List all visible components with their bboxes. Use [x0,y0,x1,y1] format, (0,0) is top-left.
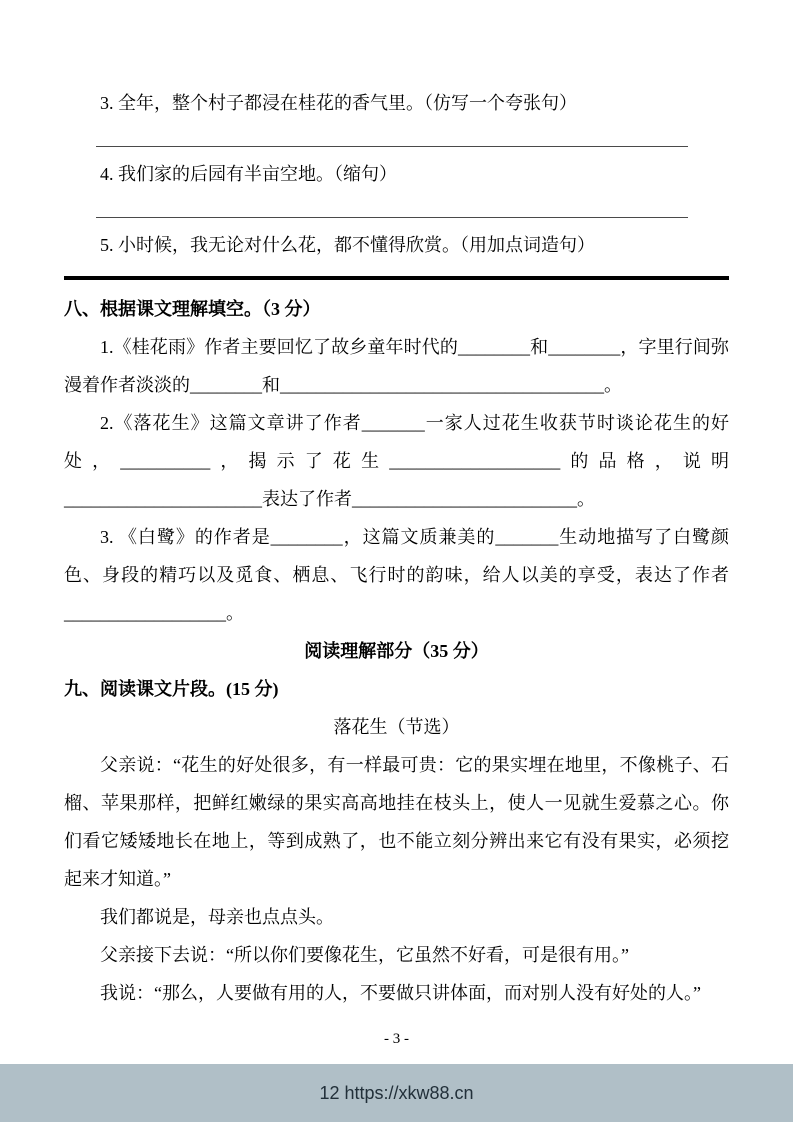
section-eight-title: 八、根据课文理解填空。（3 分） [64,299,321,319]
passage-paragraph-4: 我说：“那么，人要做有用的人，不要做只讲体面，而对别人没有好处的人。” [100,983,701,1003]
section-divider [64,276,729,280]
answer-blank-line [96,193,688,218]
passage-paragraph-3: 父亲接下去说：“所以你们要像花生，它虽然不好看，可是很有用。” [100,945,629,965]
reading-part-title: 阅读理解部分（35 分） [304,641,489,661]
page-content [64,0,729,1012]
answer-blank-line [96,122,688,147]
question-item-5: 5. 小时候，我无论对什么花，都不懂得欣赏。（用加点词造句） [100,235,595,255]
fill-blank-item-1: 1.《桂花雨》作者主要回忆了故乡童年时代的________和________，字里行间弥漫着作者淡淡的________和____________________________________。 [64,337,729,395]
fill-blank-item-2: 2.《落花生》这篇文章讲了作者_______一家人过花生收获节时谈论花生的好处，__________，揭示了花生___________________的品格，说明______________________表达了作者_________________________。 [64,413,729,509]
footer-watermark-text: 12 https://xkw88.cn [319,1082,474,1103]
passage-paragraph-1: 父亲说：“花生的好处很多，有一样最可贵：它的果实埋在地里，不像桃子、石榴、苹果那样，把鲜红嫩绿的果实高高地挂在枝头上，使人一见就生爱慕之心。你们看它矮矮地长在地上，等到成熟了，也不能立刻分辨出来它有没有果实，必须挖起来才知道。” [64,755,729,889]
fill-blank-item-3: 3. 《白鹭》的作者是________，这篇文质兼美的_______生动地描写了白鹭颜色、身段的精巧以及觅食、栖息、飞行时的韵味，给人以美的享受，表达了作者__________________。 [64,527,729,623]
passage-paragraph-2: 我们都说是，母亲也点点头。 [100,907,334,927]
footer-watermark-bar [0,1064,793,1122]
page-number: - 3 - [384,1031,409,1047]
question-item-4: 4. 我们家的后园有半亩空地。（缩句） [100,164,397,184]
question-item-3: 3. 全年，整个村子都浸在桂花的香气里。（仿写一个夸张句） [100,93,577,113]
section-nine-title: 九、阅读课文片段。(15 分) [64,679,279,699]
passage-title: 落花生（节选） [333,717,460,737]
